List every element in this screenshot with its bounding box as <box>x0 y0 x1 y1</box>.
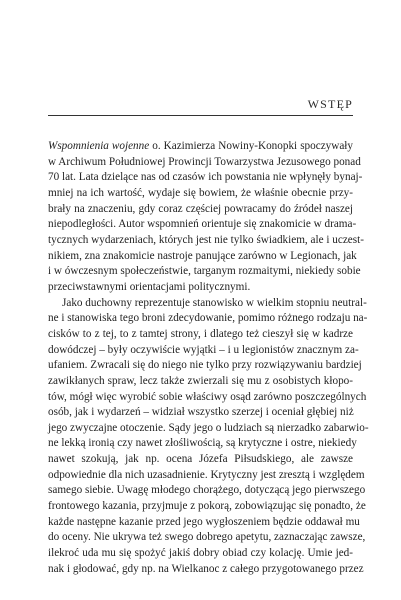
text-line: nikiem, zna znakomicie nastroje panujące zarówno w Legionach, jak <box>48 249 357 262</box>
text-line: każde następne kazanie przed jego wygłoszeniem będzie oddawał mu <box>48 515 360 528</box>
text-line: 70 lat. Lata dzielące nas od czasów ich powstania nie wpłynęły bynaj- <box>48 171 363 184</box>
text-line: przeciwstawnymi orientacjami politycznymi. <box>48 280 251 293</box>
text-line: dowódczej – były oczywiście wyjątki – i u legionistów znacznym za- <box>48 343 359 356</box>
running-head: WSTĘP <box>307 97 353 111</box>
header-rule <box>48 115 353 116</box>
text-line: samego siebie. Uwagę młodego chorążego, dotyczącą jego pierwszego <box>48 484 366 497</box>
text-line: ufaniem. Zwracali się do niego nie tylko przy rozwiązywaniu bardziej <box>48 359 362 372</box>
text-line: nawet szokują, jak np. ocena Józefa Piłsudskiego, ale zawsze <box>48 453 353 466</box>
text-line: i w ówczesnym społeczeństwie, targanym rozmaitymi, niekiedy sobie <box>48 265 361 278</box>
paragraph-1 <box>48 139 364 296</box>
text-line: Jako duchowny reprezentuje stanowisko w wielkim stopniu neutral- <box>62 296 367 309</box>
text-line: w Archiwum Południowej Prowincji Towarzystwa Jezusowego ponad <box>48 155 361 168</box>
text-line: odpowiednie dla nich uzasadnienie. Krytyczny jest zresztą i względem <box>48 468 365 481</box>
text-line: nak i głodować, gdy np. na Wielkanoc z całego przygotowanego przez <box>48 562 364 575</box>
text-line: zawikłanych spraw, lecz także zwierzali się mu z osobistych kłopo- <box>48 374 353 387</box>
text-line: frontowego kazania, przyjmuje z pokorą, zobowiązując się ponadto, że <box>48 500 366 513</box>
text-line: osób, jak i wydarzeń – widział wszystko szerzej i oceniał głębiej niż <box>48 406 354 419</box>
text-line: tycznych wydarzeniach, których jest nie tylko świadkiem, ale i uczest- <box>48 233 364 246</box>
paragraph-2 <box>48 296 369 578</box>
text-line: jego zwyczajne otoczenie. Sądy jego o ludziach są nierzadko zabarwio- <box>48 421 369 434</box>
text-line: Wspomnienia wojenne o. Kazimierza Nowiny-Konopki spoczywały <box>48 140 354 152</box>
text-line: brały na znaczeniu, gdy coraz częściej powracamy do źródeł naszej <box>48 202 353 215</box>
text-line: cisków to z tej, to z tamtej strony, i dlatego też cieszył się w kadrze <box>48 327 353 340</box>
text-line: tów, mógł więc wyrobić sobie właściwy osąd zarówno poszczególnych <box>48 390 367 403</box>
text-line: do oceny. Nie ukrywa też swego dobrego apetytu, zaznaczając zawsze, <box>48 531 366 544</box>
text-line: ilekroć uda mu się spożyć jakiś dobry obiad czy kolację. Umie jed- <box>48 547 353 560</box>
book-title: Wspomnienia wojenne <box>48 140 150 152</box>
text-line: niepodległości. Autor wspomnień orientuje się znakomicie w drama- <box>48 218 357 231</box>
text-line: ne lekką ironią czy nawet złośliwością, są krytyczne i ostre, niekiedy <box>48 437 357 450</box>
text-line: ne i stanowiska tego broni zdecydowanie, pomimo różnego rodzaju na- <box>48 312 368 325</box>
text-line: mniej na ich wartość, wydaje się bowiem, że właśnie obecnie przy- <box>48 186 353 199</box>
body-text <box>48 139 369 577</box>
